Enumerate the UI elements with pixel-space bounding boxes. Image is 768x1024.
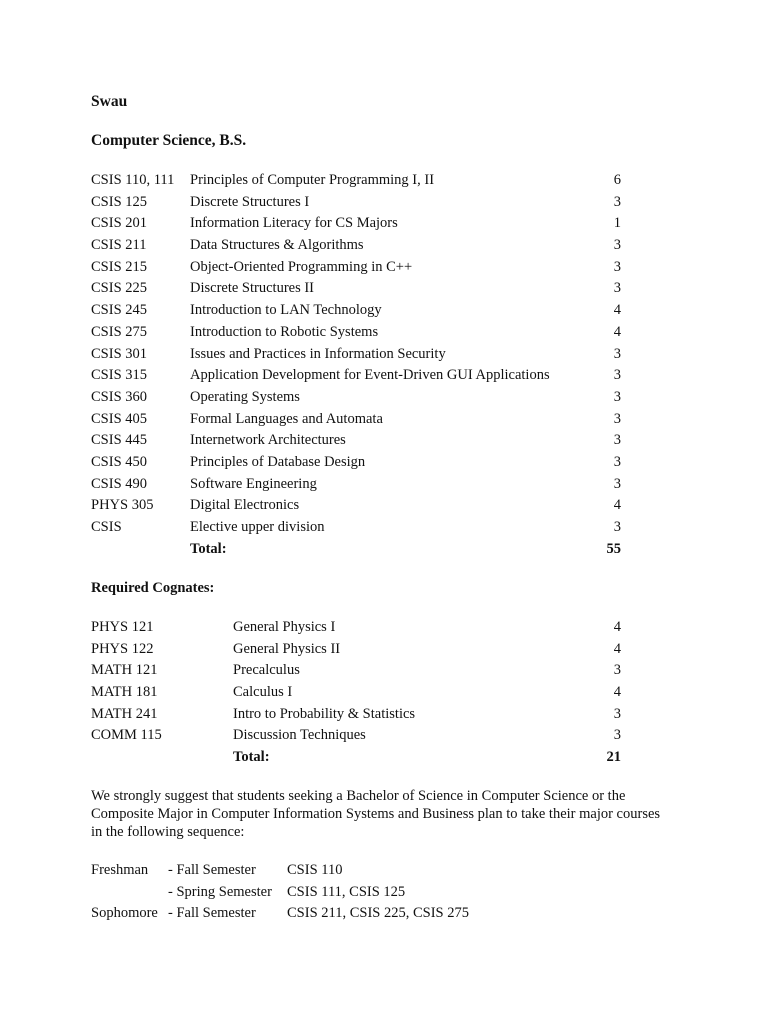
cognate-code: PHYS 122	[91, 640, 154, 657]
cognate-credits: 4	[613, 640, 621, 657]
course-credits: 3	[613, 410, 621, 427]
cognate-code: MATH 241	[91, 705, 158, 722]
course-title: Discrete Structures II	[190, 280, 315, 297]
course-code: CSIS 110, 111	[91, 172, 175, 188]
course-code: CSIS 490	[91, 475, 148, 492]
sequence-semester: - Fall Semester	[168, 862, 256, 878]
school-name: Swau	[91, 93, 128, 110]
course-title: Object-Oriented Programming in C++	[190, 258, 413, 275]
course-code: CSIS 360	[91, 388, 148, 405]
course-title: Software Engineering	[190, 475, 317, 492]
course-title: Principles of Computer Programming I, II	[190, 172, 435, 188]
sequence-semester: - Fall Semester	[168, 905, 256, 922]
course-title: Data Structures & Algorithms	[190, 237, 364, 254]
cognates-table	[91, 617, 621, 769]
course-credits: 1	[613, 215, 621, 232]
sequence-row	[91, 903, 651, 925]
cognate-row	[91, 639, 621, 661]
course-row	[91, 495, 621, 517]
sequence-courses: CSIS 110	[287, 862, 343, 878]
course-code: CSIS 225	[91, 280, 148, 297]
course-row	[91, 257, 621, 279]
cognate-code: COMM 115	[91, 727, 162, 744]
course-code: CSIS 201	[91, 215, 148, 232]
cognate-code: MATH 181	[91, 684, 158, 701]
courses-total-credits: 55	[606, 540, 621, 557]
cognate-credits: 4	[613, 619, 621, 635]
course-row	[91, 322, 621, 344]
course-row	[91, 452, 621, 474]
cognate-title: Intro to Probability & Statistics	[233, 705, 416, 722]
cognates-total-credits: 21	[606, 749, 621, 766]
course-credits: 3	[613, 367, 621, 384]
course-title: Discrete Structures I	[190, 193, 310, 210]
course-title: Issues and Practices in Information Security	[190, 345, 446, 362]
sequence-courses: CSIS 111, CSIS 125	[287, 883, 406, 900]
course-row	[91, 170, 621, 192]
course-credits: 3	[613, 258, 621, 275]
course-code: CSIS 450	[91, 453, 148, 470]
course-row	[91, 278, 621, 300]
course-credits: 3	[613, 453, 621, 470]
cognate-title: General Physics II	[233, 640, 341, 657]
cognate-code: MATH 121	[91, 662, 158, 679]
course-credits: 4	[613, 497, 621, 514]
cognate-code: PHYS 121	[91, 619, 154, 635]
course-credits: 3	[613, 388, 621, 405]
sequence-courses: CSIS 211, CSIS 225, CSIS 275	[287, 905, 469, 922]
cognate-credits: 4	[613, 684, 621, 701]
cognate-title: Precalculus	[233, 662, 300, 679]
course-sequence	[91, 860, 651, 925]
course-credits: 4	[613, 302, 621, 319]
course-code: CSIS 445	[91, 432, 148, 449]
cognate-row	[91, 617, 621, 639]
course-row	[91, 192, 621, 214]
cognate-title: General Physics I	[233, 619, 336, 635]
course-code: CSIS 301	[91, 345, 148, 362]
course-title: Introduction to Robotic Systems	[190, 323, 379, 340]
course-title: Formal Languages and Automata	[190, 410, 383, 427]
course-code: CSIS	[91, 519, 122, 535]
course-credits: 3	[613, 237, 621, 254]
sequence-year: Freshman	[91, 862, 149, 878]
cognates-total-row	[91, 747, 621, 769]
course-credits: 3	[613, 193, 621, 210]
course-title: Principles of Database Design	[190, 453, 366, 470]
course-credits: 6	[613, 172, 621, 188]
sequence-intro-paragraph: We strongly suggest that students seeking a Bachelor of Science in Computer Science or the Composite Major in Computer Information Systems and Business plan to take their major courses in the following sequence:	[91, 788, 661, 840]
course-code: CSIS 245	[91, 302, 148, 319]
course-code: CSIS 275	[91, 323, 148, 340]
cognate-credits: 3	[613, 662, 621, 679]
course-row	[91, 213, 621, 235]
cognate-row	[91, 660, 621, 682]
sequence-row	[91, 882, 651, 904]
cognate-title: Calculus I	[233, 684, 293, 701]
course-row	[91, 517, 621, 539]
cognate-row	[91, 725, 621, 747]
course-title: Application Development for Event-Driven GUI Applications	[190, 367, 550, 384]
cognate-credits: 3	[613, 727, 621, 744]
major-courses-table	[91, 170, 621, 560]
course-code: CSIS 315	[91, 367, 148, 384]
course-credits: 3	[613, 345, 621, 362]
cognate-row	[91, 682, 621, 704]
course-title: Elective upper division	[190, 519, 325, 535]
course-title: Internetwork Architectures	[190, 432, 346, 449]
sequence-row	[91, 860, 651, 882]
sequence-year: Sophomore	[91, 905, 158, 922]
course-code: PHYS 305	[91, 497, 154, 514]
course-title: Digital Electronics	[190, 497, 300, 514]
course-row	[91, 300, 621, 322]
cognate-title: Discussion Techniques	[233, 727, 366, 744]
courses-total-label: Total:	[190, 540, 227, 557]
course-row	[91, 430, 621, 452]
course-row	[91, 474, 621, 496]
course-credits: 3	[613, 280, 621, 297]
courses-total-row	[91, 539, 621, 561]
course-row	[91, 235, 621, 257]
course-code: CSIS 405	[91, 410, 148, 427]
cognate-row	[91, 704, 621, 726]
cognates-heading: Required Cognates:	[91, 580, 215, 596]
course-credits: 4	[613, 323, 621, 340]
course-code: CSIS 215	[91, 258, 148, 275]
course-code: CSIS 125	[91, 193, 148, 210]
course-row	[91, 387, 621, 409]
course-credits: 3	[613, 475, 621, 492]
cognates-total-label: Total:	[233, 749, 270, 766]
course-credits: 3	[613, 432, 621, 449]
course-row	[91, 365, 621, 387]
course-title: Introduction to LAN Technology	[190, 302, 382, 319]
program-title: Computer Science, B.S.	[91, 132, 247, 149]
cognate-credits: 3	[613, 705, 621, 722]
course-title: Information Literacy for CS Majors	[190, 215, 398, 232]
sequence-semester: - Spring Semester	[168, 883, 272, 900]
course-title: Operating Systems	[190, 388, 300, 405]
course-code: CSIS 211	[91, 237, 147, 254]
course-row	[91, 344, 621, 366]
course-row	[91, 409, 621, 431]
course-credits: 3	[613, 519, 621, 535]
